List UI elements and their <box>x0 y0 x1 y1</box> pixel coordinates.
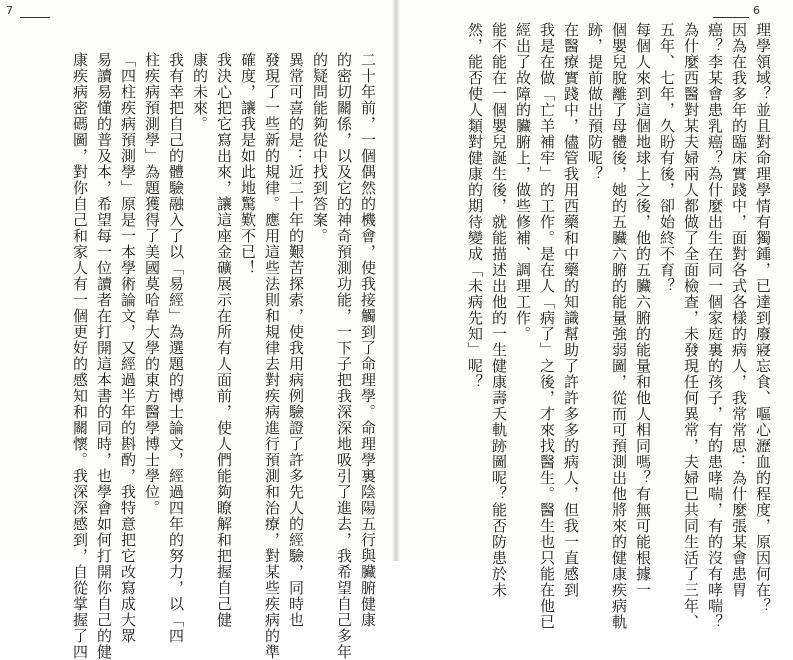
text-column: 我決心把它寫出來，讓這座金礦展示在所有人面前，使人們能夠瞭解和把握自己健 <box>215 52 233 628</box>
text-column: 確度，讓我是如此地驚歎不已！ <box>239 52 257 276</box>
header-rule-left <box>20 17 50 18</box>
text-column: 跡，提前做出預防呢？ <box>586 22 604 182</box>
header-rule-right <box>713 17 749 18</box>
text-column: 癌？李某會患乳癌？為什麼出生在同一個家庭裏的孩子，有的患哮喘，有的沒有哮喘？ <box>706 22 724 630</box>
text-column: 的疑問能夠從中找到答案。 <box>311 52 329 244</box>
text-column: 柱疾病預測學」為題獲得了美國莫哈韋大學的東方醫學博士學位。 <box>143 52 161 516</box>
text-column: 為什麼西醫對某夫婦兩人都做了全面檢查，未發現任何異常，夫婦已共同生活了三年、 <box>682 22 700 630</box>
text-column: 康的未來。 <box>191 52 209 132</box>
text-column: 五年、七年，久盼有後，卻始終不育？ <box>658 22 676 294</box>
page-number-right: 6 <box>753 4 760 17</box>
text-column: 的密切關係，以及它的神奇預測功能，一下子把我深深地吸引了進去，我希望自己多年 <box>335 52 353 660</box>
left-page <box>0 0 396 660</box>
text-column: 每個人來到這個地球上之後，他的五臟六腑的能量和他人相同嗎？有無可能根據一 <box>634 22 652 598</box>
text-column: 我有幸把自己的體驗融入了以「易經」為選題的博士論文，經過四年的努力，以「四 <box>167 52 185 644</box>
text-column: 然，能否使人類對健康的期待變成「未病先知」呢？ <box>466 22 484 390</box>
text-column: 異常可喜的是：近二十年的艱苦探索，使我用病例驗證了許多先人的經驗，同時也 <box>287 52 305 628</box>
text-column: 因為在我多年的臨床實踐中，面對各式各樣的病人，我常常思：為什麼張某會患胃 <box>730 22 748 598</box>
text-column: 能不能在一個嬰兒誕生後，就能描述出他的一生健康壽夭軌跡圖呢？能否防患於未 <box>490 22 508 598</box>
text-column: 「四柱疾病預測學」原是一本學術論文，又經過半年的斟酌，我特意把它改寫成大眾 <box>119 52 137 644</box>
text-column: 我是在做「亡羊補牢」的工作。是在人「病了」之後，才來找醫生。醫生也只能在他已 <box>538 22 556 630</box>
right-page <box>397 0 793 630</box>
text-column: 二十年前，一個偶然的機會，使我接觸到了命理學。命理學裏陰陽五行與臟腑健康 <box>359 52 377 628</box>
text-column: 在醫療實踐中，儘管我用西藥和中藥的知識幫助了許許多多的病人，但我一直感到 <box>562 22 580 598</box>
text-column: 個嬰兒脫離了母體後，她的五臟六腑的能量強弱圖，從而可預測出他將來的健康疾病軌 <box>610 22 628 630</box>
text-column: 康疾病密碼圖，對你自己和家人有一個更好的感知和關懷。我深深感到，自從掌握了四 <box>71 52 89 660</box>
page-number-left: 7 <box>6 4 13 17</box>
text-column: 易讀易懂的普及本，希望每一位讀者在打開這本書的同時，也學會如何打開你自己的健 <box>95 52 113 660</box>
text-column: 經出了故障的臟腑上，做些修補、調理工作。 <box>514 22 532 342</box>
text-column: 發現了一些新的規律。應用這些法則和規律去對疾病進行預測和治療，對某些疾病的準 <box>263 52 281 660</box>
left-page-body <box>71 52 380 660</box>
right-page-body <box>445 22 775 630</box>
text-column: 理學領域？並且對命理學情有獨鍾，已達到廢寢忘食、嘔心瀝血的程度，原因何在？ <box>754 22 772 614</box>
